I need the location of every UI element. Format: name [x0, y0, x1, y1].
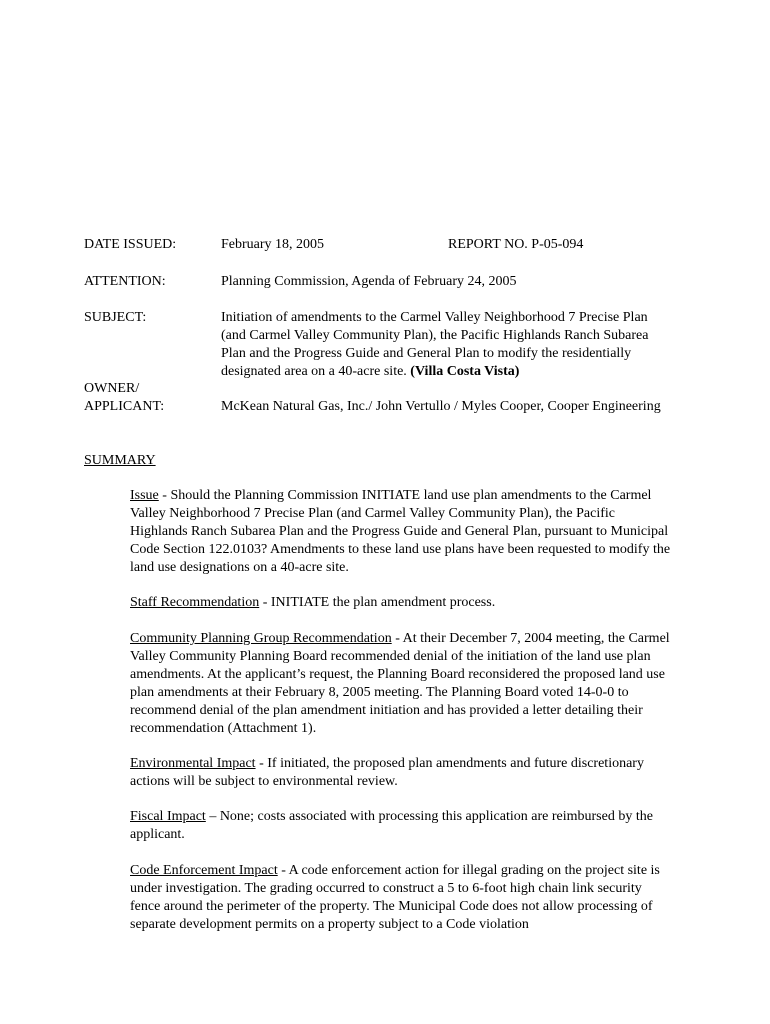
issue-text: - Should the Planning Commission INITIATE land use plan amendments to the Carmel Valley Neighborhood 7 Precise Plan (and Carmel Valley Community Plan), the Pacific Highlands Ranch Subarea Plan and the Progress Guide and General Plan, pursuant to Municipal Code Section 122.0103? Amendments to these land use plans have been requested to modify the land use designations on a 40-acre site. — [130, 488, 671, 575]
community-planning-title: Community Planning Group Recommendation — [130, 631, 392, 646]
issue-paragraph — [130, 487, 675, 577]
subject-project-name: (Villa Costa Vista) — [410, 364, 520, 379]
code-enforcement-title: Code Enforcement Impact — [130, 863, 278, 878]
code-enforcement-paragraph — [130, 862, 675, 934]
attention-value: Planning Commission, Agenda of February 24, 2005 — [221, 274, 517, 289]
fiscal-impact-title: Fiscal Impact — [130, 809, 206, 824]
owner-value: McKean Natural Gas, Inc./ John Vertullo / Myles Cooper, Cooper Engineering — [221, 399, 661, 414]
report-number: REPORT NO. P-05-094 — [448, 237, 584, 252]
environmental-impact-title: Environmental Impact — [130, 756, 256, 771]
subject-value — [221, 309, 661, 381]
community-planning-paragraph — [130, 630, 675, 738]
environmental-impact-paragraph — [130, 755, 675, 791]
owner-label-line2: APPLICANT: — [84, 399, 165, 414]
staff-recommendation-text: - INITIATE the plan amendment process. — [259, 595, 496, 610]
issue-title: Issue — [130, 488, 159, 503]
fiscal-impact-text: – None; costs associated with processing this application are reimbursed by the applicant. — [130, 809, 653, 842]
community-planning-text: - At their December 7, 2004 meeting, the Carmel Valley Community Planning Board recommended denial of the initiation of the land use plan amendments. At the applicant’s request, the Planning Board reconsidered the proposed land use plan amendments at their February 8, 2005 meeting. The Planning Board voted 14-0-0 to recommend denial of the plan amendment initiation and has provided a letter detailing their recommendation (Attachment 1). — [130, 631, 670, 736]
subject-label: SUBJECT: — [84, 310, 147, 325]
subject-text: Initiation of amendments to the Carmel Valley Neighborhood 7 Precise Plan (and Carmel Valley Community Plan), the Pacific Highlands Ranch Subarea Plan and the Progress Guide and General Plan to modify the residentially designated area on a 40-acre site. — [221, 310, 649, 379]
date-issued-value: February 18, 2005 — [221, 237, 325, 252]
attention-label: ATTENTION: — [84, 274, 166, 289]
date-issued-label: DATE ISSUED: — [84, 237, 177, 252]
owner-label-line1: OWNER/ — [84, 381, 140, 396]
environmental-impact-text: - If initiated, the proposed plan amendments and future discretionary actions will be subject to environmental review. — [130, 756, 644, 789]
staff-recommendation-title: Staff Recommendation — [130, 595, 260, 610]
fiscal-impact-paragraph — [130, 808, 675, 844]
staff-recommendation-paragraph — [130, 594, 675, 612]
summary-heading: SUMMARY — [84, 453, 156, 468]
code-enforcement-text: - A code enforcement action for illegal grading on the project site is under investigation. The grading occurred to construct a 5 to 6-foot high chain link security fence around the perimeter of the property. The Municipal Code does not allow processing of separate development permits on a property subject to a Code violation — [130, 863, 660, 932]
